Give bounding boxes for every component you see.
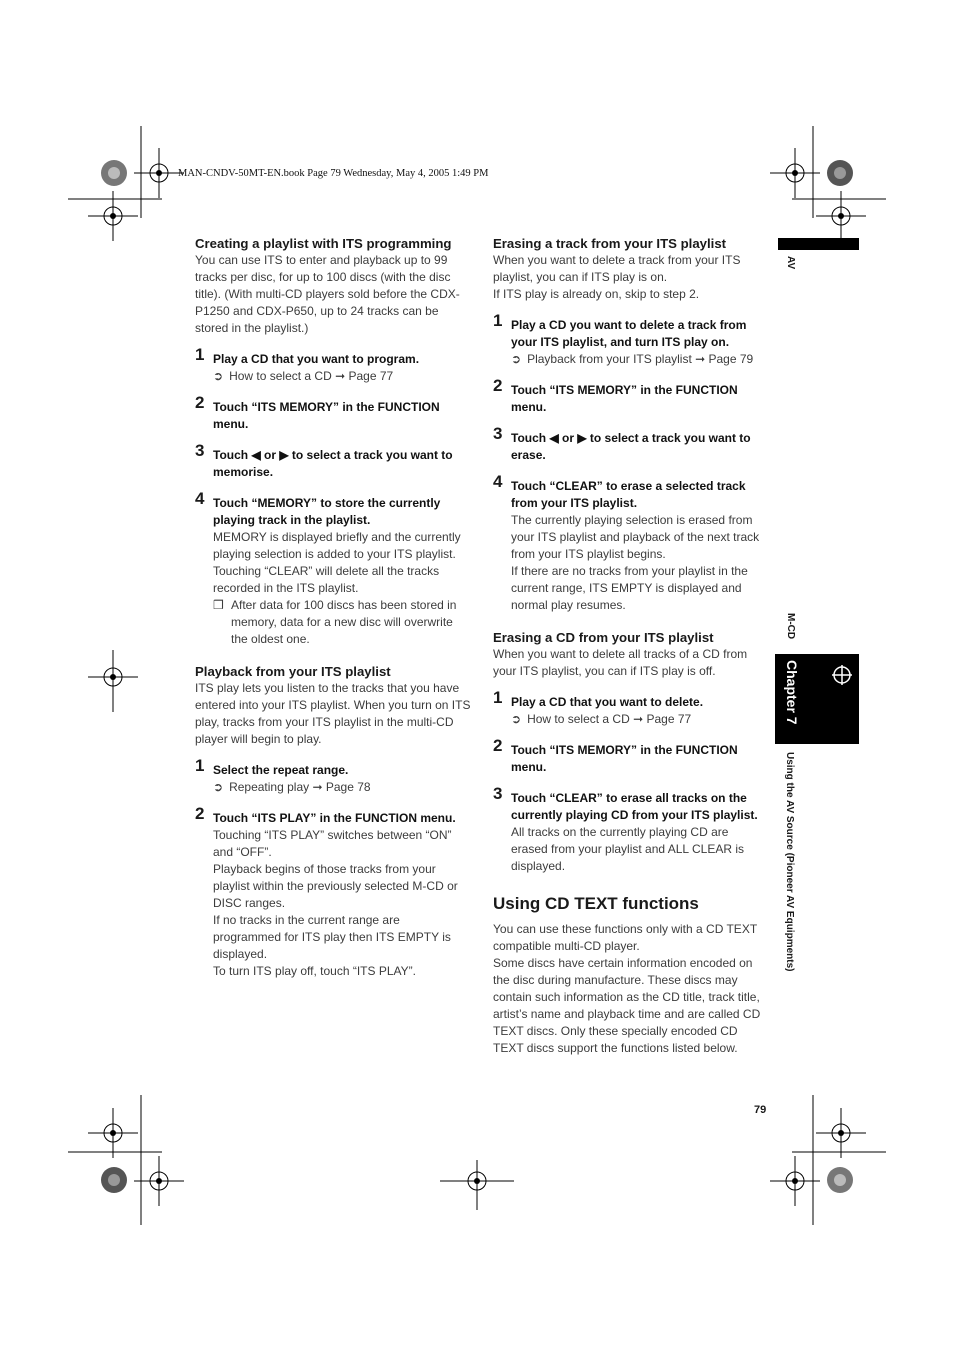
step-1 xyxy=(195,345,471,385)
note xyxy=(213,597,471,648)
cross-reference xyxy=(511,351,766,368)
step-number: 4 xyxy=(195,489,205,508)
step-text: Touching “ITS PLAY” switches between “ON” and “OFF”. xyxy=(213,828,452,859)
section-text: Some discs have certain information encoded on the disc during manufacture. These discs may contain such information as the CD title, track title, artist’s name and playback time and are called CD TEXT discs. Only these specially encoded CD TEXT discs support the functions listed below. xyxy=(493,956,761,1055)
arrow-icon: ➲ xyxy=(213,780,224,794)
step-number: 2 xyxy=(493,376,503,395)
step-number: 3 xyxy=(493,424,503,443)
step-text: MEMORY is displayed briefly and the currently playing selection is added to your ITS playlist. xyxy=(213,530,461,561)
step-1 xyxy=(493,688,766,728)
side-label-mcd: M-CD xyxy=(785,613,796,640)
side-label-av: AV xyxy=(785,256,796,270)
section-intro: You can use ITS to enter and playback up to 99 tracks per disc, for up to 100 discs (with the disc title). (With multi-CD players sold before the CDX-P1250 and CDX-P650, up to 24 tracks can be stored in the playlist.) xyxy=(195,253,460,335)
step-title: Touch “MEMORY” to store the currently playing track in the playlist. xyxy=(213,496,441,527)
step-4 xyxy=(493,472,766,614)
note-box-icon: ❒ xyxy=(213,598,224,612)
step-number: 1 xyxy=(493,311,503,330)
chapter-label: Chapter 7 xyxy=(784,660,800,725)
ref-text: Repeating play ➞ Page 78 xyxy=(229,780,371,794)
note-text: After data for 100 discs has been stored in memory, data for a new disc will overwrite the oldest one. xyxy=(231,598,457,646)
arrow-icon: ➲ xyxy=(511,712,522,726)
section-intro: When you want to delete all tracks of a CD from your ITS playlist, you can if ITS play is off. xyxy=(493,647,748,678)
section-intro: If ITS play is already on, skip to step 2. xyxy=(493,287,700,301)
ref-text: How to select a CD ➞ Page 77 xyxy=(229,369,394,383)
step-title: Touch “ITS MEMORY” in the FUNCTION menu. xyxy=(511,743,738,774)
step-text: If there are no tracks from your playlist in the current range, ITS EMPTY is displayed and normal play resumes. xyxy=(511,564,748,612)
step-number: 1 xyxy=(195,756,205,775)
step-number: 4 xyxy=(493,472,503,491)
step-2 xyxy=(493,376,766,416)
arrow-icon: ➲ xyxy=(213,369,224,383)
step-4 xyxy=(195,489,471,648)
step-title: Touch “CLEAR” to erase a selected track from your ITS playlist. xyxy=(511,479,746,510)
step-1 xyxy=(493,311,766,368)
section-title-creating: Creating a playlist with ITS programming xyxy=(195,236,452,251)
av-tab-bar xyxy=(778,238,859,250)
section-intro: When you want to delete a track from your ITS playlist, you can if ITS play is on. xyxy=(493,253,741,284)
ref-text: How to select a CD ➞ Page 77 xyxy=(527,712,692,726)
cross-reference xyxy=(213,779,471,796)
step-2 xyxy=(493,736,766,776)
cross-reference xyxy=(213,368,471,385)
step-text: Touching “CLEAR” will delete all the tracks recorded in the ITS playlist. xyxy=(213,564,440,595)
step-title: Touch “ITS MEMORY” in the FUNCTION menu. xyxy=(213,400,440,431)
step-3 xyxy=(493,424,766,464)
section-text: You can use these functions only with a CD TEXT compatible multi-CD player. xyxy=(493,922,757,953)
step-text: To turn ITS play off, touch “ITS PLAY”. xyxy=(213,964,416,978)
step-text: All tracks on the currently playing CD are erased from your playlist and ALL CLEAR is displayed. xyxy=(511,825,744,873)
step-3 xyxy=(195,441,471,481)
section-title-cd-text: Using CD TEXT functions xyxy=(493,894,699,913)
step-text: The currently playing selection is erased from your ITS playlist and playback of the next track from your ITS playlist begins. xyxy=(511,513,760,561)
step-title: Select the repeat range. xyxy=(213,763,349,777)
step-title: Touch “ITS PLAY” in the FUNCTION menu. xyxy=(213,811,456,825)
section-title-playback: Playback from your ITS playlist xyxy=(195,664,391,679)
section-title-erasing-cd: Erasing a CD from your ITS playlist xyxy=(493,630,714,645)
step-number: 2 xyxy=(195,393,205,412)
step-text: If no tracks in the current range are programmed for ITS play then ITS EMPTY is displayed. xyxy=(213,913,451,961)
step-title: Play a CD that you want to program. xyxy=(213,352,420,366)
step-1 xyxy=(195,756,471,796)
step-title: Touch “CLEAR” to erase all tracks on the currently playing CD from your ITS playlist. xyxy=(511,791,758,822)
step-3 xyxy=(493,784,766,875)
step-2 xyxy=(195,804,471,980)
section-label: Using the AV Source (Pioneer AV Equipments) xyxy=(784,752,795,972)
step-title: Play a CD that you want to delete. xyxy=(511,695,704,709)
section-title-erasing-track: Erasing a track from your ITS playlist xyxy=(493,236,727,251)
step-number: 1 xyxy=(195,345,205,364)
right-column xyxy=(493,236,766,1057)
section-intro: ITS play lets you listen to the tracks that you have entered into your ITS playlist. When you turn on ITS play, tracks from your ITS playlist in the multi-CD player will begin to play. xyxy=(195,681,471,746)
step-2 xyxy=(195,393,471,433)
arrow-icon: ➲ xyxy=(511,352,522,366)
file-header: MAN-CNDV-50MT-EN.book Page 79 Wednesday, May 4, 2005 1:49 PM xyxy=(178,168,489,179)
ref-text: Playback from your ITS playlist ➞ Page 79 xyxy=(527,352,754,366)
step-title: Touch ◀ or ▶ to select a track you want to memorise. xyxy=(213,448,453,479)
step-number: 3 xyxy=(493,784,503,803)
left-column xyxy=(195,236,471,980)
step-text: Playback begins of those tracks from your playlist within the previously selected M-CD or DISC ranges. xyxy=(213,862,458,910)
step-number: 3 xyxy=(195,441,205,460)
step-title: Touch ◀ or ▶ to select a track you want to erase. xyxy=(511,431,751,462)
page-number: 79 xyxy=(754,1104,767,1116)
step-number: 2 xyxy=(195,804,205,823)
step-title: Play a CD you want to delete a track from your ITS playlist, and turn ITS play on. xyxy=(511,318,747,349)
step-title: Touch “ITS MEMORY” in the FUNCTION menu. xyxy=(511,383,738,414)
step-number: 2 xyxy=(493,736,503,755)
cross-reference xyxy=(511,711,766,728)
step-number: 1 xyxy=(493,688,503,707)
